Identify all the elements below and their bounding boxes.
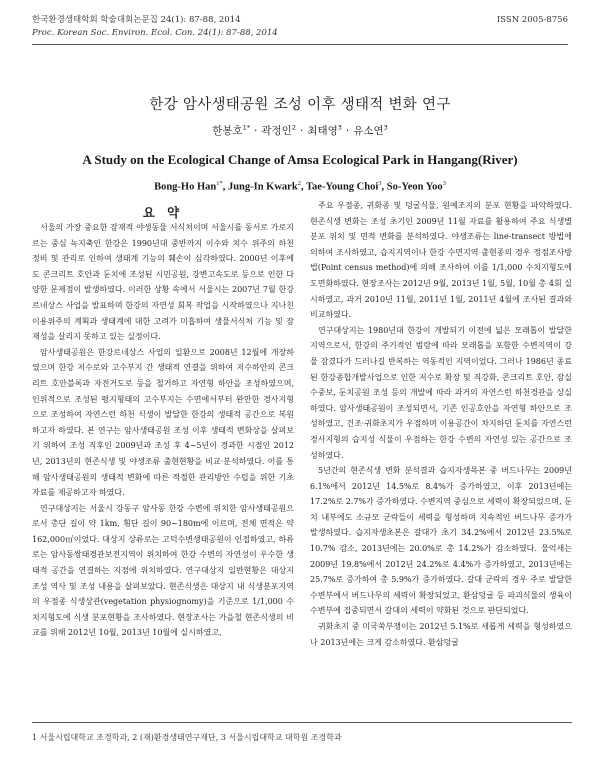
abstract-heading: 요 약 — [142, 205, 184, 220]
title-korean: 한강 암사생태공원 조성 이후 생태적 변화 연구 — [149, 97, 451, 113]
author-name: Bong-Ho Han — [154, 181, 217, 193]
left-column — [32, 220, 294, 641]
abstract-paragraph: 암사생태공원은 한강르네상스 사업의 일환으로 2008년 12월에 개장하였으며 한강 저수로와 고수부지 간 생태적 연결을 위하여 저수하안의 콘크리트 호안블록과 자전거도로 등을 철거하고 자연형 하안을 조성하였으며, 인위적으로 조성된 평지형태의 고수부지는 수면에서부터 완만한 경사지형으로 조성하여 자연스런 하천 식생이 발달한 한강의 생태적 공간으로 복원하고자 하였다. 본 연구는 암사생태공원 조성 이후 생태적 변화상을 살펴보기 위하여 조성 직후인 2009년과 조성 후 4~5년이 경과한 시점인 2012년, 2013년의 현존식생 및 야생조류 출현현황을 비교·분석하였다. 이를 통해 암사생태공원의 생태적 변화에 따른 적절한 관리방안 수립을 위한 기초자료를 제공하고자 하였다. — [32, 347, 294, 498]
running-header — [32, 14, 568, 40]
author-affiliation-mark: 1* — [216, 180, 223, 187]
journal-citation-en: Proc. Korean Soc. Environ. Ecol. Con. 24(1): 87-88, 2014 — [32, 28, 278, 38]
author-name: 한봉호 — [212, 125, 243, 137]
author-name: So-Yeon Yoo — [386, 181, 443, 193]
author-name: 유소연 — [353, 125, 384, 137]
abstract-paragraph: 5년간의 현존식생 변화 분석결과 습지자생목본 중 버드나무는 2009년 6.1%에서 2012년 14.5%로 8.4%가 증가하였고, 이후 2013년에는 17.2%로 2.7%가 증가하였다. 수변지역 중심으로 세력이 확장되었으며, 둔치 내부에도 소규모 군락들이 세력을 형성하며 지속적인 버드나무 증가가 발생하였다. 습지자생초본은 갈대가 초기 34.2%에서 2012년 23.5%로 10.7% 감소, 2013년에는 20.0%로 총 14.2%가 감소하였다. 물억새는 2009년 19.8%에서 2012년 24.2%로 4.4%가 증가하였고, 2013년에는 25.7%로 증가하여 총 5.9%가 증가하였다. 갈대 군락의 경우 주로 발달한 수변부에서 버드나무의 세력이 확장되었고, 환삼덩굴 등 파괴식물의 생육이 수변부에 집중되면서 갈대의 세력이 약화된 것으로 판단되었다. — [310, 466, 572, 616]
journal-citation-ko: 한국환경생태학회 학술대회논문집 24(1): 87-88, 2014 — [32, 15, 241, 25]
author-affiliation-mark: 3 — [378, 180, 382, 187]
author-affiliation-mark: 2 — [291, 123, 296, 132]
author-separator: , — [222, 181, 228, 193]
author-name: Tae-Young Choi — [306, 181, 379, 193]
author-affiliation-mark: 3 — [337, 123, 342, 132]
footnote-divider — [32, 722, 572, 723]
abstract-paragraph: 귀화초지 중 미국쑥부쟁이는 2012년 5.1%로 새롭게 세력을 형성하였으나 2013년에는 크게 감소하였다. 환삼덩굴 — [310, 622, 572, 647]
author-separator: · — [254, 125, 258, 137]
issn: ISSN 2005-8756 — [496, 15, 568, 25]
author-affiliation-mark: 3 — [442, 180, 446, 187]
author-name: 최태영 — [307, 125, 338, 137]
title-english: A Study on the Ecological Change of Amsa Ecological Park in Hangang(River) — [82, 152, 518, 167]
author-separator: , — [300, 181, 306, 193]
right-column — [310, 198, 572, 650]
author-name: 곽정인 — [261, 125, 292, 137]
author-separator: · — [299, 125, 304, 137]
author-name: Jung-In Kwark — [227, 181, 298, 193]
author-affiliation-mark: 3 — [383, 123, 388, 132]
author-affiliation-mark: 1* — [242, 123, 251, 132]
affiliation-footnote: 1 서울시립대학교 조경학과, 2 (재)환경생태연구재단, 3 서울시립대학교 대학원 조경학과 — [32, 733, 342, 742]
authors-korean — [0, 123, 600, 138]
abstract-paragraph: 연구대상지는 1980년대 한강이 개발되기 이전에 넓은 모래톱이 발달한 지역으로서, 한강의 주기적인 범람에 따라 모래톱을 포함한 수변지역이 강물 잠겼다가 드러나길 반복하는 역동적인 지역이었다. 그러나 1986년 종료된 한강종합개발사업으로 인한 저수로 확장 및 직강화, 콘크리트 호안, 잠실 수중보, 둔치공원 조성 등의 개발에 따라 과거의 자연스런 하천경관을 상실하였다. 암사생태공원이 조성되면서, 기존 인공호안을 자연형 하안으로 조성하였고, 건조·귀화초지가 우점하며 이용공간이 차지하던 둔치를 자연스런 경사지형의 습지성 식물이 우점하는 한강 수변의 자연성 있는 공간으로 조성하였다. — [310, 325, 572, 460]
abstract-paragraph: 주요 우점종, 귀화종 및 덩굴식물, 원예조지의 분포 현황을 파악하였다. 현존식생 변화는 조성 초기인 2009년 11월 자료를 활용하여 주요 식생별 분포 위치 및 면적 변화를 분석하였다. 야생조류는 line-transect 방법에 의하여 조사하였고, 습지지역이나 한강 수면지역 출현종의 경우 정점조사방법(Point census method)에 의해 조사하여 이를 1/1,000 수치지형도에 도면화하였다. 현장조사는 2012년 9월, 2013년 1월, 5월, 10월 총 4회 실시하였고, 과거 2010년 11월, 2011년 1월, 2011년 4월에 조사된 결과와 비교하였다. — [310, 201, 572, 320]
author-separator: · — [345, 125, 350, 137]
abstract-paragraph: 서울의 가장 중요한 잠재적 야생동물 서식처이며 서울시를 동서로 가로지르는 중심 녹지축인 한강은 1990년대 중반까지 이수와 치수 위주의 하천 정비 및 관리로 인하여 생태계 기능의 훼손이 심각하였다. 2000년 이후에도 콘크리트 호안과 둔치에 조성된 시민공원, 강변고속도로 등으로 인한 다양한 문제점이 발생하였다. 이러한 상황 속에서 서울시는 2007년 7월 한강 르네상스 사업을 발표하며 한강의 자연성 회복 작업을 시작하였으나 지나친 이용위주의 계획과 생태계에 대한 고려가 미흡하여 생물서식처 기능 및 잠재성을 살리지 못하고 있는 실정이다. — [32, 223, 294, 342]
header-divider — [32, 44, 568, 45]
abstract-paragraph: 연구대상지는 서울시 강동구 암사동 한강 수변에 위치한 암사생태공원으로서 총단 길이 약 1km, 횡단 길이 90~180m에 이르며, 전체 면적은 약 162,000㎡이었다. 대상지 상류로는 고덕수변생태공원이 인접하였고, 하류로는 암사동쌍태경관보전지역이 위치하여 한강 수변의 자연성이 우수한 생태적 공간을 연결하는 지점에 위치하였다. 연구대상지 일반현황은 대상지 조성 역사 및 조성 내용을 살펴보았다. 현존식생은 대상지 내 식생분포지역의 우점종 식생상관(vegetation physiognomy)을 기준으로 1/1,000 수치지형도에 식생 분포현황을 조사하였다. 현장조사는 가을철 현존식생의 비교를 위해 2012년 10월, 2013년 10월에 실시하였고, — [32, 503, 294, 638]
author-separator: , — [381, 181, 387, 193]
author-affiliation-mark: 2 — [297, 180, 301, 187]
authors-english — [0, 180, 600, 193]
